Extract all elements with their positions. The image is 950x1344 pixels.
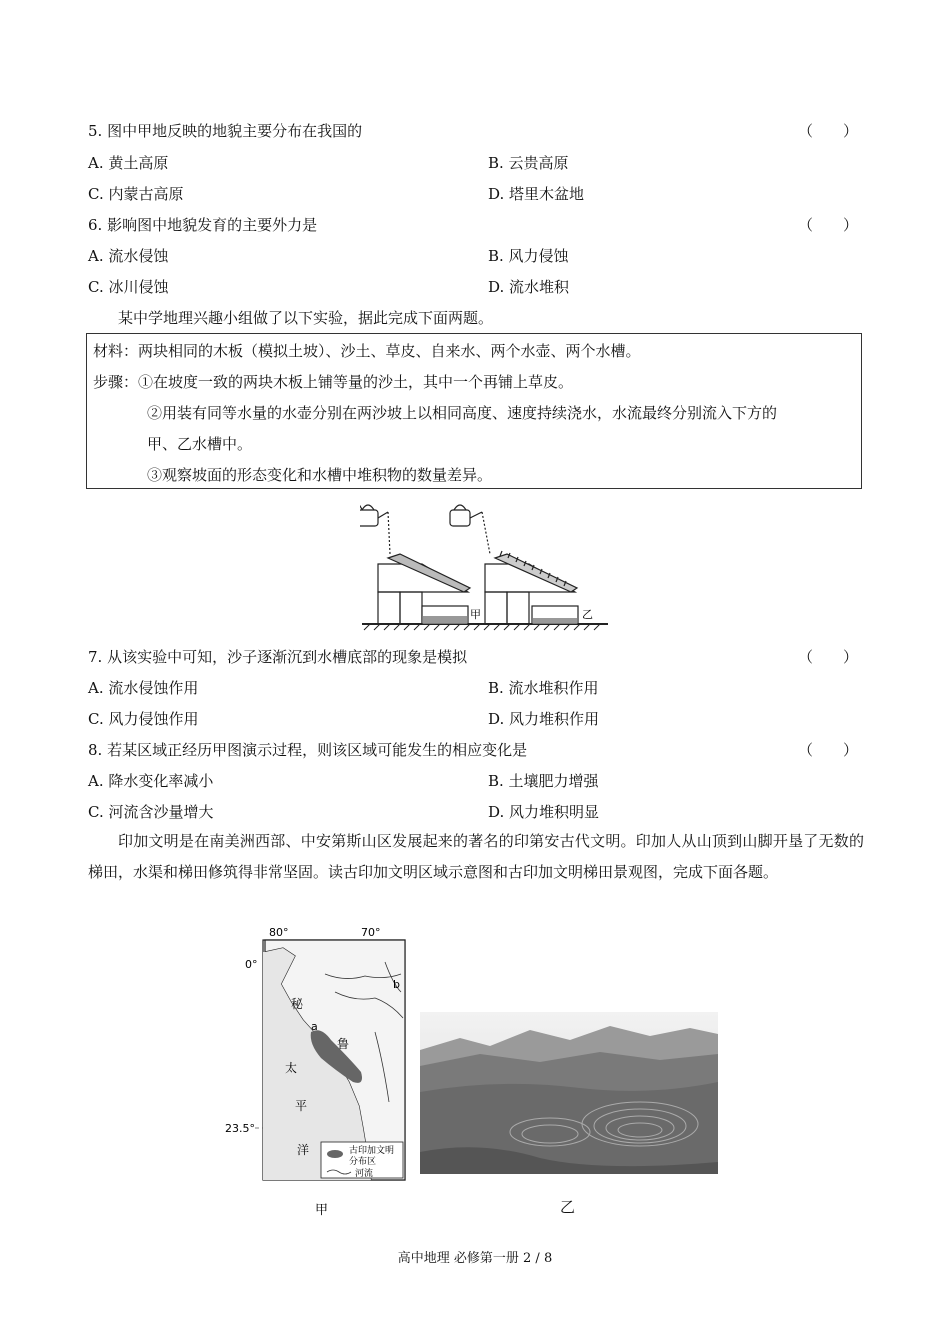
- legend-swatch: [327, 1150, 343, 1158]
- step2-line: ②用装有同等水量的水壶分别在两沙坡上以相同高度、速度持续浇水，水流最终分别流入下方的: [147, 404, 778, 422]
- tank-jia-label: 甲: [470, 608, 481, 621]
- q5-option-c: C. 内蒙古高原: [88, 185, 184, 203]
- ocean-label-1: 太: [285, 1061, 298, 1075]
- step2-continued: 甲、乙水槽中。: [147, 435, 253, 453]
- q6-stem: 6. 影响图中地貌发育的主要外力是: [88, 216, 318, 234]
- inca-intro-paragraph: 印加文明是在南美洲西部、中安第斯山区发展起来的著名的印第安古代文明。印加人从山顶到山脚开垦了无数的梯田，水渠和梯田修筑得非常坚固。读古印加文明区域示意图和古印加文明梯田景观图，完成下面各题。: [88, 832, 864, 881]
- point-a-label: a: [311, 1020, 318, 1033]
- q7-option-d: D. 风力堆积作用: [488, 710, 600, 728]
- inca-region-map: [225, 922, 415, 1222]
- q6-option-d: D. 流水堆积: [488, 278, 570, 296]
- q7-option-a: A. 流水侵蚀作用: [88, 679, 199, 697]
- legend-river-label: 河流: [355, 1169, 374, 1179]
- peru-label-2: 鲁: [337, 1037, 350, 1051]
- q6-option-c: C. 冰川侵蚀: [88, 278, 169, 296]
- terrace-photo: [420, 1012, 718, 1174]
- legend-inca-label-1: 古印加文明: [349, 1146, 395, 1156]
- point-b-label: b: [393, 978, 400, 991]
- photo-caption: 乙: [560, 1198, 576, 1216]
- q8-option-d: D. 风力堆积明显: [488, 803, 600, 821]
- q7-answer-paren: （ ）: [798, 648, 859, 666]
- q5-option-b: B. 云贵高原: [488, 154, 569, 172]
- experiment-intro: 某中学地理兴趣小组做了以下实验，据此完成下面两题。: [118, 309, 494, 327]
- tank-yi-label: 乙: [582, 608, 593, 621]
- q5-option-a: A. 黄土高原: [88, 154, 169, 172]
- peru-label-1: 秘: [291, 997, 304, 1011]
- q5-answer-paren: （ ）: [798, 122, 859, 140]
- watering-can-left: [360, 505, 390, 554]
- experiment-box: [86, 333, 862, 489]
- q8-option-a: A. 降水变化率减小: [88, 772, 214, 790]
- q7-option-c: C. 风力侵蚀作用: [88, 710, 199, 728]
- legend-inca-label-2: 分布区: [349, 1157, 377, 1167]
- q7-stem: 7. 从该实验中可知，沙子逐渐沉到水槽底部的现象是模拟: [88, 648, 468, 666]
- q5-stem: 5. 图中甲地反映的地貌主要分布在我国的: [88, 122, 363, 140]
- step3-line: ③观察坡面的形态变化和水槽中堆积物的数量差异。: [147, 466, 493, 484]
- lat-23-label: 23.5°: [225, 1122, 255, 1135]
- experiment-figure: [360, 496, 610, 634]
- q5-option-d: D. 塔里木盆地: [488, 185, 585, 203]
- ground: [362, 624, 608, 630]
- tank-yi: [532, 606, 578, 624]
- ocean-label-3: 洋: [297, 1143, 310, 1157]
- q6-answer-paren: （ ）: [798, 216, 859, 234]
- map-caption: 甲: [315, 1203, 329, 1218]
- q8-stem: 8. 若某区域正经历甲图演示过程，则该区域可能发生的相应变化是: [88, 741, 528, 759]
- q7-option-b: B. 流水堆积作用: [488, 679, 599, 697]
- q8-answer-paren: （ ）: [798, 741, 859, 759]
- q8-option-c: C. 河流含沙量增大: [88, 803, 214, 821]
- ocean-label-2: 平: [295, 1099, 308, 1113]
- lat-0-label: 0°: [245, 958, 258, 971]
- q6-option-b: B. 风力侵蚀: [488, 247, 569, 265]
- page-footer: 高中地理 必修第一册 2 / 8: [397, 1251, 553, 1266]
- watering-can-right: [450, 505, 490, 554]
- q6-option-a: A. 流水侵蚀: [88, 247, 169, 265]
- lon-80-label: 80°: [269, 926, 289, 939]
- tank-jia: [422, 606, 468, 624]
- materials-line: 材料：两块相同的木板（模拟土坡）、沙土、草皮、自来水、两个水壶、两个水槽。: [93, 342, 641, 360]
- q8-option-b: B. 土壤肥力增强: [488, 772, 599, 790]
- lon-70-label: 70°: [361, 926, 381, 939]
- step1-line: 步骤：①在坡度一致的两块木板上铺等量的沙土，其中一个再铺上草皮。: [93, 373, 574, 391]
